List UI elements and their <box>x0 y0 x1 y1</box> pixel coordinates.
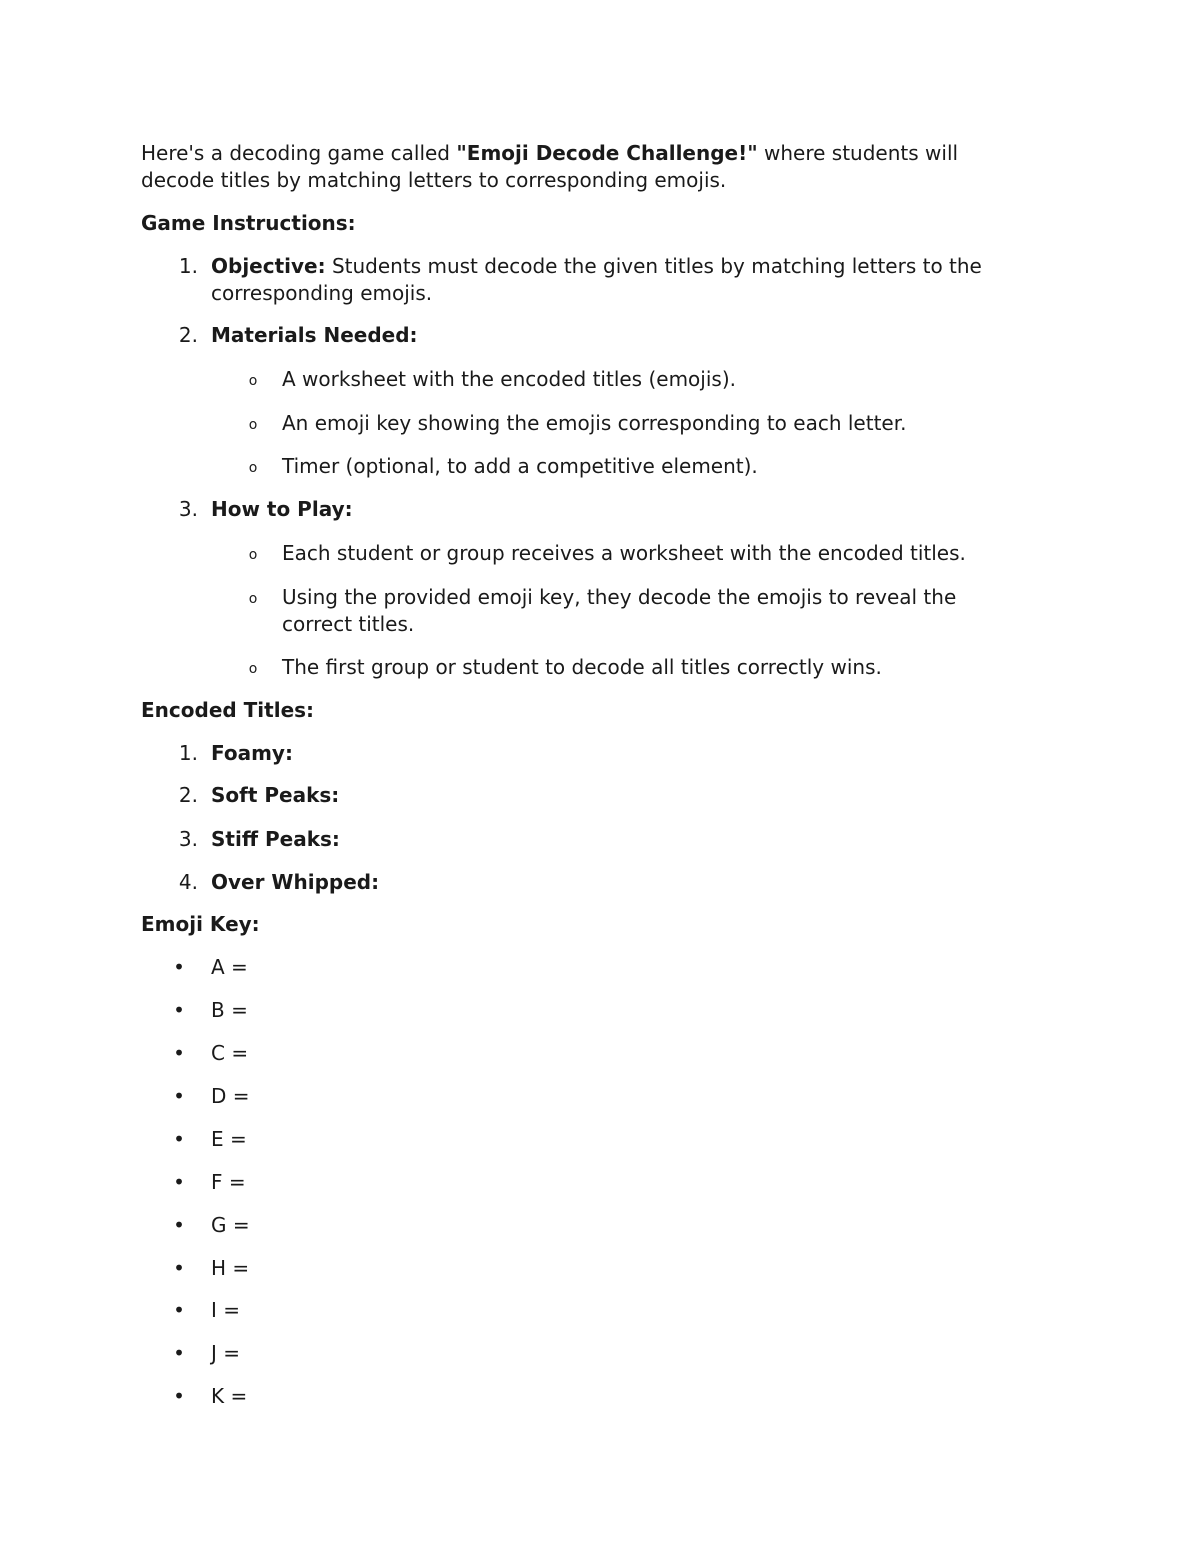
intro-suffix: where students will <box>757 141 959 165</box>
intro-paragraph <box>141 140 958 194</box>
game-name: "Emoji Decode Challenge!" <box>456 141 758 165</box>
key-item: G = <box>211 1213 250 1237</box>
key-item: K = <box>211 1384 248 1408</box>
bullet-icon: • <box>173 1127 185 1151</box>
encoded-title: Soft Peaks: <box>211 783 340 807</box>
encoded-number: 1. <box>178 741 198 765</box>
bullet-icon: • <box>173 998 185 1022</box>
bullet-icon: • <box>173 1384 185 1408</box>
materials-label: Materials Needed: <box>211 323 418 347</box>
key-item: E = <box>211 1127 247 1151</box>
encoded-title: Foamy: <box>211 741 293 765</box>
sub-bullet-icon: o <box>248 547 258 563</box>
howto-item: The first group or student to decode all titles correctly wins. <box>282 655 882 679</box>
sub-bullet-icon: o <box>248 460 258 476</box>
sub-bullet-icon: o <box>248 373 258 389</box>
key-item: A = <box>211 955 248 979</box>
objective-text-line-2: corresponding emojis. <box>211 281 433 305</box>
encoded-number: 2. <box>178 783 198 807</box>
encoded-title: Stiff Peaks: <box>211 827 340 851</box>
materials-item: An emoji key showing the emojis corresponding to each letter. <box>282 411 907 435</box>
bullet-icon: • <box>173 1041 185 1065</box>
key-item: C = <box>211 1041 249 1065</box>
objective-number: 1. <box>178 254 198 278</box>
howto-item: Using the provided emoji key, they decode the emojis to reveal the <box>282 585 957 609</box>
encoded-heading: Encoded Titles: <box>141 698 315 722</box>
materials-number: 2. <box>178 323 198 347</box>
key-item: F = <box>211 1170 246 1194</box>
key-item: D = <box>211 1084 250 1108</box>
key-item: B = <box>211 998 248 1022</box>
objective-label: Objective: <box>211 254 326 278</box>
bullet-icon: • <box>173 1084 185 1108</box>
intro-prefix: Here's a decoding game called <box>141 141 457 165</box>
sub-bullet-icon: o <box>248 591 258 607</box>
key-item: H = <box>211 1256 250 1280</box>
key-item: I = <box>211 1298 241 1322</box>
howto-item-line-2: correct titles. <box>282 612 415 636</box>
howto-label: How to Play: <box>211 497 353 521</box>
objective-text: Students must decode the given titles by matching letters to the <box>325 254 982 278</box>
bullet-icon: • <box>173 1341 185 1365</box>
bullet-icon: • <box>173 1213 185 1237</box>
sub-bullet-icon: o <box>248 661 258 677</box>
bullet-icon: • <box>173 1256 185 1280</box>
key-heading: Emoji Key: <box>141 912 260 936</box>
materials-item: Timer (optional, to add a competitive element). <box>282 454 758 478</box>
howto-item: Each student or group receives a worksheet with the encoded titles. <box>282 541 966 565</box>
key-item: J = <box>211 1341 241 1365</box>
instructions-heading: Game Instructions: <box>141 211 356 235</box>
bullet-icon: • <box>173 1298 185 1322</box>
bullet-icon: • <box>173 1170 185 1194</box>
intro-line-2: decode titles by matching letters to corresponding emojis. <box>141 168 727 192</box>
objective-item <box>211 253 982 280</box>
materials-item: A worksheet with the encoded titles (emojis). <box>282 367 736 391</box>
howto-number: 3. <box>178 497 198 521</box>
sub-bullet-icon: o <box>248 417 258 433</box>
encoded-title: Over Whipped: <box>211 870 380 894</box>
encoded-number: 4. <box>178 870 198 894</box>
encoded-number: 3. <box>178 827 198 851</box>
bullet-icon: • <box>173 955 185 979</box>
